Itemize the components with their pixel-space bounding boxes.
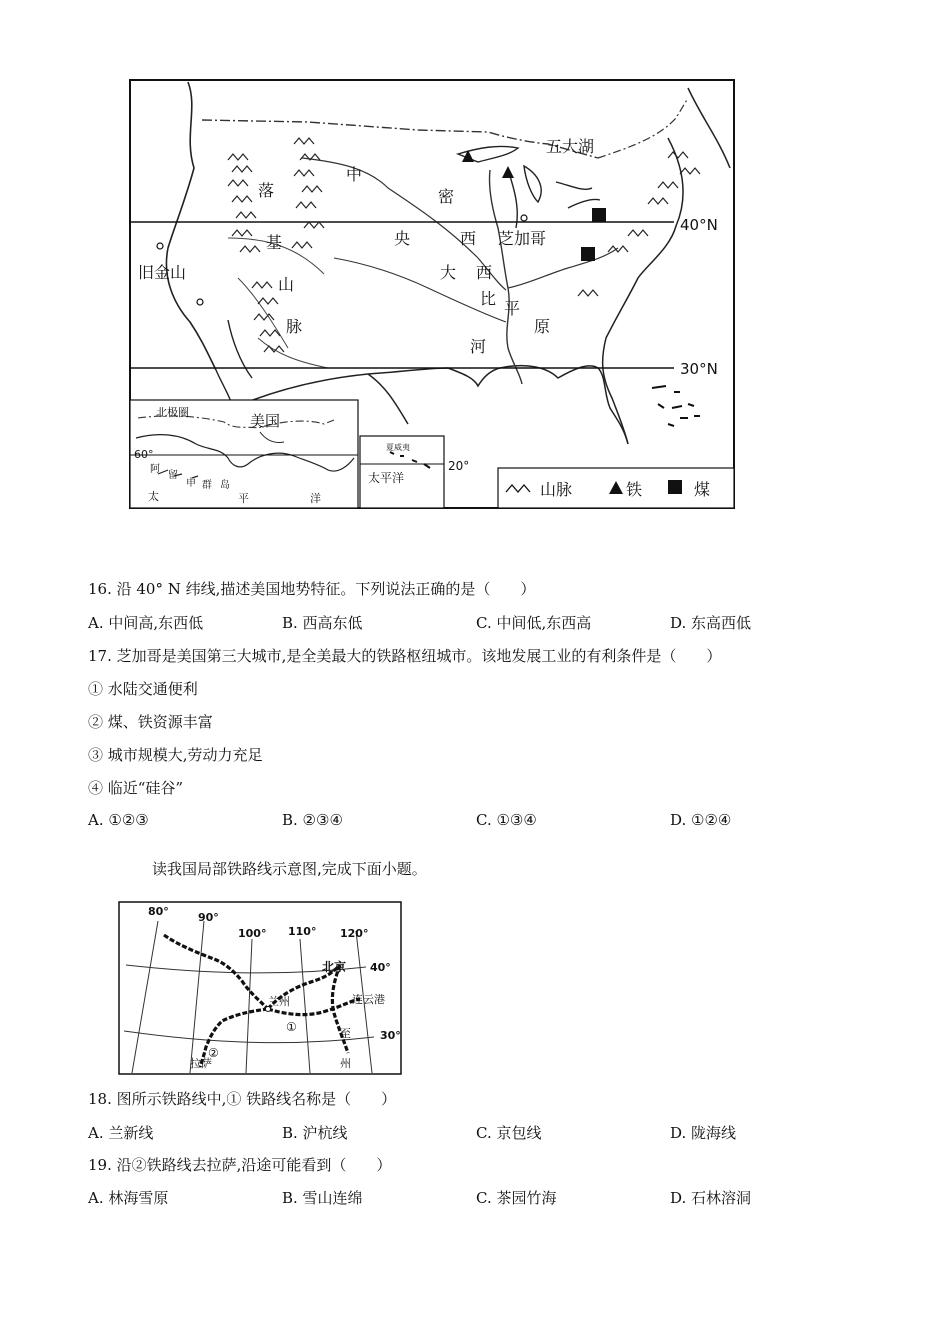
river-char-2: 西: [460, 229, 477, 248]
pacific-char-3: 洋: [310, 492, 321, 505]
coal-symbol-1: [592, 208, 606, 222]
q17-item-1: ① 水陆交通便利: [88, 680, 198, 698]
legend-coal-icon: [668, 480, 682, 494]
rocky-char-1: 落: [258, 181, 275, 200]
plain-char-5: 原: [534, 317, 551, 336]
lon90-label: 90°: [198, 911, 219, 924]
q17-option-a[interactable]: A. ①②③: [88, 811, 149, 829]
q18-option-a[interactable]: A. 兰新线: [88, 1124, 154, 1142]
lat40-label: 40°N: [680, 216, 718, 234]
lon80-label: 80°: [148, 905, 169, 918]
q16-option-d[interactable]: D. 东高西低: [670, 614, 752, 632]
lat30-label: 30°N: [680, 360, 718, 378]
aleutian-char-1: 阿: [150, 464, 160, 475]
q16-stem: 16. 沿 40° N 纬线,描述美国地势特征。下列说法正确的是（ ）: [88, 580, 536, 598]
q16-option-a[interactable]: A. 中间高,东西低: [88, 614, 204, 632]
map-legend: [498, 468, 734, 508]
inset-60-label: 60°: [134, 448, 154, 461]
railway-2-label: ②: [208, 1046, 219, 1060]
aleutian-char-5: 岛: [220, 480, 230, 491]
lianyungang-label: 连云港: [352, 993, 385, 1006]
lanzhou-label: 兰州: [268, 995, 290, 1008]
inset-usa-label: 美国: [250, 412, 281, 430]
pacific-char-2: 平: [238, 492, 249, 505]
river-char-5: 河: [470, 337, 487, 356]
san-francisco-label: 旧金山: [138, 263, 187, 282]
legend-iron-label: 铁: [626, 480, 643, 499]
section-intro: 读我国局部铁路线示意图,完成下面小题。: [152, 860, 427, 878]
q18-stem: 18. 图所示铁路线中,① 铁路线名称是（ ）: [88, 1090, 397, 1108]
chicago-dot: [521, 215, 527, 221]
river-char-4: 比: [480, 289, 497, 308]
great-lakes-label: 五大湖: [546, 137, 595, 156]
aleutian-char-4: 群: [202, 480, 212, 491]
q19-option-b[interactable]: B. 雪山连绵: [282, 1189, 363, 1207]
arctic-circle-label: 北极圈: [156, 406, 189, 419]
city-dot: [197, 299, 203, 305]
legend-coal-label: 煤: [694, 480, 711, 499]
inset-alaska: [130, 400, 358, 508]
us-map: [128, 78, 736, 510]
q19-stem: 19. 沿②铁路线去拉萨,沿途可能看到（ ）: [88, 1156, 392, 1174]
q18-option-d[interactable]: D. 陇海线: [670, 1124, 737, 1142]
q17-option-b[interactable]: B. ②③④: [282, 811, 343, 829]
san-francisco-dot: [157, 243, 163, 249]
railway-map: [118, 901, 402, 1075]
plain-char-3: 大: [440, 263, 457, 282]
lat40-map2-label: 40°: [370, 961, 391, 974]
lon110-label: 110°: [288, 925, 317, 938]
lasa-label: 拉萨: [190, 1057, 212, 1070]
rocky-char-3: 山: [278, 275, 295, 294]
hawaii-label: 夏威夷: [386, 443, 410, 452]
lat30-map2-label: 30°: [380, 1029, 401, 1042]
q17-item-4: ④ 临近“硅谷”: [88, 779, 184, 797]
q18-option-c[interactable]: C. 京包线: [476, 1124, 542, 1142]
q19-option-a[interactable]: A. 林海雪原: [88, 1189, 169, 1207]
q17-stem: 17. 芝加哥是美国第三大城市,是全美最大的铁路枢纽城市。该地发展工业的有利条件是（ ）: [88, 647, 722, 665]
q19-option-c[interactable]: C. 茶园竹海: [476, 1189, 557, 1207]
plain-char-2: 央: [394, 229, 411, 248]
coal-symbol-2: [581, 247, 595, 261]
rocky-char-4: 脉: [286, 317, 303, 336]
river-char-1: 密: [438, 187, 455, 206]
zhou-label: 州: [340, 1057, 351, 1070]
q17-option-d[interactable]: D. ①②④: [670, 811, 732, 829]
aleutian-char-2: 留: [168, 470, 178, 481]
rocky-char-2: 基: [266, 233, 283, 252]
q17-item-2: ② 煤、铁资源丰富: [88, 713, 213, 731]
plain-char-1: 中: [346, 165, 363, 184]
pacific-char-1: 太: [148, 490, 159, 503]
river-char-3: 西: [476, 263, 493, 282]
q16-option-c[interactable]: C. 中间低,东西高: [476, 614, 592, 632]
zhi-label: 至: [340, 1027, 351, 1040]
q16-option-b[interactable]: B. 西高东低: [282, 614, 363, 632]
q17-option-c[interactable]: C. ①③④: [476, 811, 537, 829]
railway-1-label: ①: [286, 1020, 297, 1034]
plain-char-4: 平: [504, 299, 521, 318]
aleutian-char-3: 申: [186, 478, 196, 489]
chicago-label: 芝加哥: [498, 229, 547, 248]
inset-20-label: 20°: [448, 459, 470, 473]
inset-pacific-label: 太平洋: [368, 471, 405, 485]
q17-item-3: ③ 城市规模大,劳动力充足: [88, 746, 263, 764]
beijing-label: 北京: [322, 960, 347, 974]
q19-option-d[interactable]: D. 石林溶洞: [670, 1189, 752, 1207]
lon100-label: 100°: [238, 927, 267, 940]
legend-mountain-label: 山脉: [540, 480, 573, 499]
q18-option-b[interactable]: B. 沪杭线: [282, 1124, 348, 1142]
lon120-label: 120°: [340, 927, 369, 940]
